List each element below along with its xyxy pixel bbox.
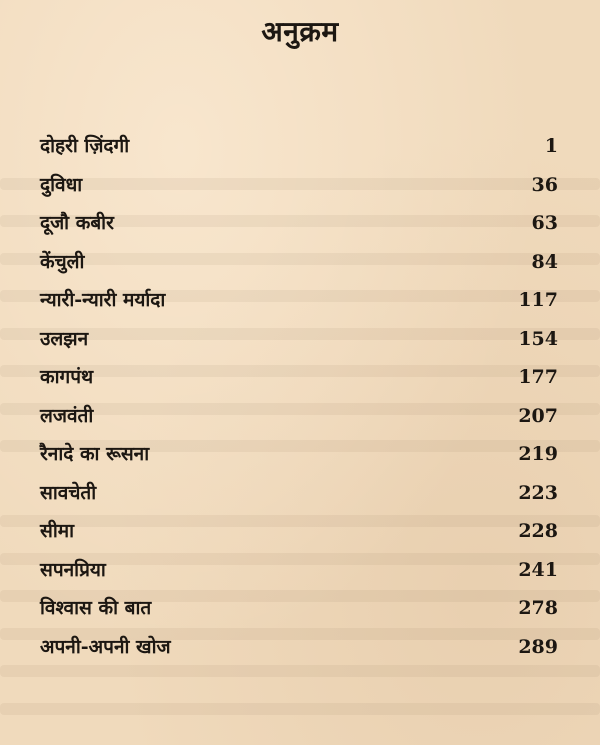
toc-entry[interactable] bbox=[40, 479, 560, 518]
toc-entry[interactable] bbox=[40, 594, 560, 633]
toc-entry-page: 84 bbox=[531, 250, 558, 273]
toc-entry-page: 1 bbox=[544, 135, 558, 157]
toc-entry-title: सपनप्रिया bbox=[40, 558, 106, 581]
toc-entry-page: 223 bbox=[518, 481, 558, 504]
toc-entry[interactable] bbox=[40, 517, 560, 556]
toc-entry-page: 154 bbox=[518, 327, 558, 350]
toc-entry-title: सीमा bbox=[40, 520, 75, 542]
toc-entry-page: 228 bbox=[518, 520, 558, 542]
toc-entry[interactable] bbox=[40, 248, 560, 287]
toc-entry-title: विश्वास की बात bbox=[40, 597, 152, 619]
toc-entry[interactable] bbox=[40, 171, 560, 210]
toc-entry[interactable] bbox=[40, 209, 560, 248]
toc-entry-page: 219 bbox=[518, 443, 558, 465]
toc-entry[interactable] bbox=[40, 363, 560, 402]
toc-entry-title: केंचुली bbox=[40, 250, 85, 273]
toc-entry-title: उलझन bbox=[40, 327, 89, 350]
toc-entry[interactable] bbox=[40, 286, 560, 325]
toc-entry[interactable] bbox=[40, 325, 560, 364]
toc-entry-page: 278 bbox=[518, 597, 558, 619]
toc-entry-page: 207 bbox=[518, 404, 558, 427]
show-through-line bbox=[0, 703, 600, 715]
toc-entry-title: सावचेती bbox=[40, 481, 97, 504]
toc-entry-page: 117 bbox=[518, 289, 558, 311]
toc-entry[interactable] bbox=[40, 440, 560, 479]
toc-entry-title: दुविधा bbox=[40, 173, 83, 196]
toc-entry-title: दोहरी ज़िंदगी bbox=[40, 135, 130, 157]
toc-entry[interactable] bbox=[40, 132, 560, 171]
toc-entry-page: 241 bbox=[518, 558, 558, 581]
toc-entry[interactable] bbox=[40, 402, 560, 441]
toc-entry-title: कागपंथ bbox=[40, 366, 94, 388]
toc-entry-page: 63 bbox=[531, 212, 558, 234]
toc-entry-page: 177 bbox=[518, 366, 558, 388]
toc-entry-page: 36 bbox=[531, 173, 558, 196]
toc-entry-title: लजवंती bbox=[40, 404, 94, 427]
page-title: अनुक्रम bbox=[261, 15, 339, 48]
toc-entry-title: न्यारी-न्यारी मर्यादा bbox=[40, 289, 166, 311]
table-of-contents bbox=[40, 132, 560, 671]
toc-entry[interactable] bbox=[40, 556, 560, 595]
toc-entry-title: अपनी-अपनी खोज bbox=[40, 635, 171, 658]
toc-entry-title: दूजौ कबीर bbox=[40, 212, 114, 234]
toc-entry-title: रैनादे का रूसना bbox=[40, 443, 150, 465]
toc-entry-page: 289 bbox=[518, 635, 558, 658]
toc-entry[interactable] bbox=[40, 633, 560, 672]
